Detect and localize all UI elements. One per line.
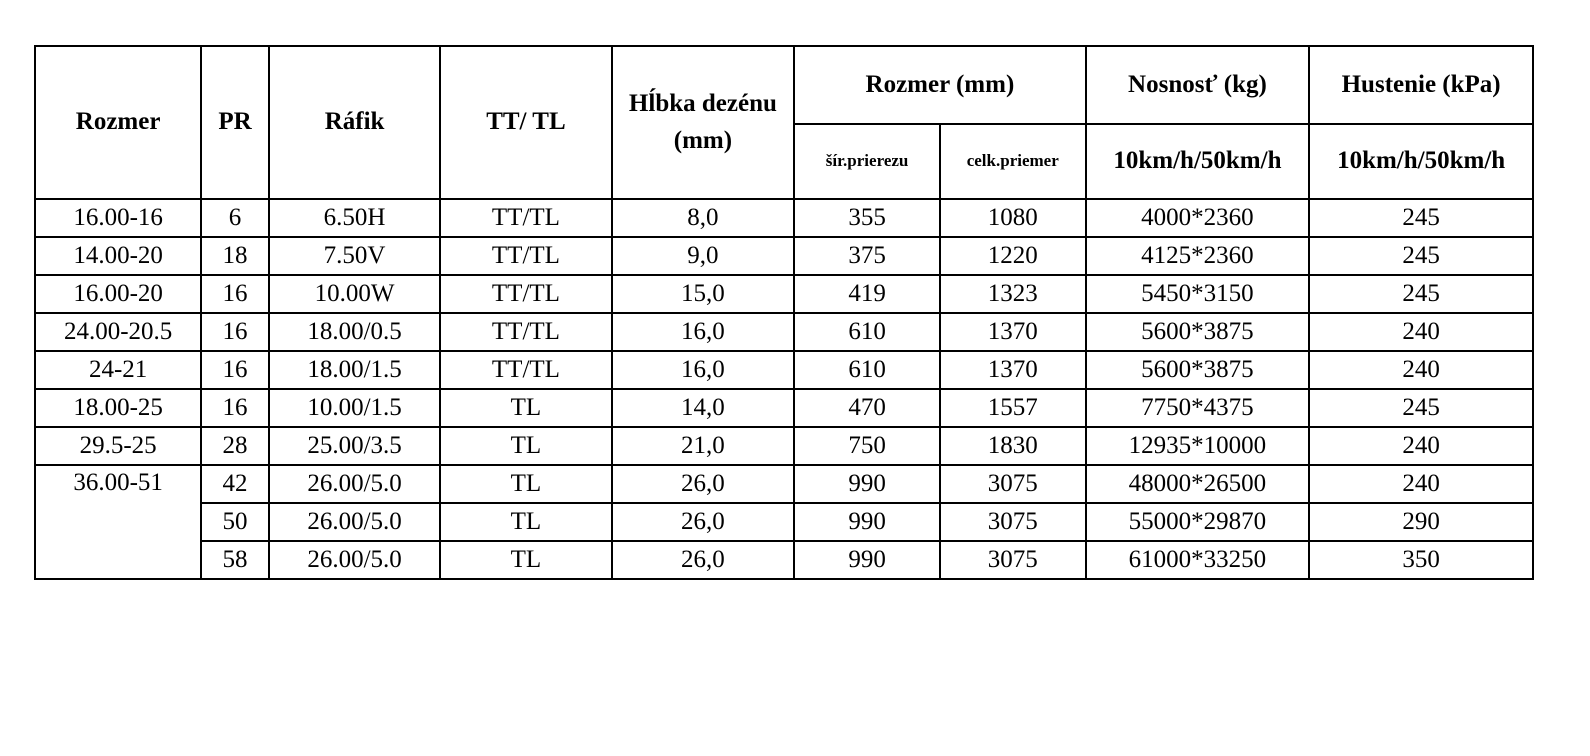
cell-nosnost: 7750*4375 <box>1086 389 1310 427</box>
cell-sirka: 610 <box>794 313 940 351</box>
cell-priemer: 1080 <box>940 199 1086 237</box>
cell-tt-tl: TL <box>440 503 611 541</box>
cell-hustenie: 240 <box>1309 351 1533 389</box>
cell-priemer: 3075 <box>940 503 1086 541</box>
cell-sirka: 990 <box>794 541 940 579</box>
cell-tt-tl: TT/TL <box>440 237 611 275</box>
cell-hustenie: 245 <box>1309 275 1533 313</box>
cell-priemer: 1220 <box>940 237 1086 275</box>
cell-rozmer: 24-21 <box>35 351 201 389</box>
cell-tt-tl: TT/TL <box>440 351 611 389</box>
cell-nosnost: 4000*2360 <box>1086 199 1310 237</box>
cell-sirka: 470 <box>794 389 940 427</box>
cell-priemer: 1370 <box>940 313 1086 351</box>
cell-priemer: 3075 <box>940 465 1086 503</box>
cell-rozmer: 18.00-25 <box>35 389 201 427</box>
table-row <box>35 541 1533 579</box>
cell-nosnost: 55000*29870 <box>1086 503 1310 541</box>
cell-hustenie: 245 <box>1309 199 1533 237</box>
cell-nosnost: 48000*26500 <box>1086 465 1310 503</box>
cell-hustenie: 240 <box>1309 313 1533 351</box>
cell-hlbka: 16,0 <box>612 313 795 351</box>
cell-pr: 50 <box>201 503 269 541</box>
header-nosnost-speed: 10km/h/50km/h <box>1086 124 1310 199</box>
cell-rafik: 18.00/0.5 <box>269 313 440 351</box>
header-hlbka-dezenu <box>612 46 795 199</box>
cell-hlbka: 15,0 <box>612 275 795 313</box>
header-hustenie: Hustenie (kPa) <box>1309 46 1533 124</box>
cell-priemer: 1370 <box>940 351 1086 389</box>
header-hlbka-line1: Hĺbka dezénu <box>628 90 777 118</box>
cell-sirka: 990 <box>794 465 940 503</box>
cell-hlbka: 21,0 <box>612 427 795 465</box>
cell-nosnost: 12935*10000 <box>1086 427 1310 465</box>
header-celk-priemer: celk.priemer <box>940 124 1086 199</box>
cell-tt-tl: TL <box>440 427 611 465</box>
cell-rozmer: 36.00-51 <box>35 465 201 579</box>
table-row <box>35 389 1533 427</box>
cell-sirka: 610 <box>794 351 940 389</box>
table-row <box>35 427 1533 465</box>
cell-sirka: 419 <box>794 275 940 313</box>
cell-pr: 58 <box>201 541 269 579</box>
cell-rafik: 25.00/3.5 <box>269 427 440 465</box>
cell-rozmer: 29.5-25 <box>35 427 201 465</box>
cell-nosnost: 61000*33250 <box>1086 541 1310 579</box>
cell-hlbka: 14,0 <box>612 389 795 427</box>
cell-rafik: 6.50H <box>269 199 440 237</box>
cell-sirka: 750 <box>794 427 940 465</box>
cell-hlbka: 9,0 <box>612 237 795 275</box>
cell-nosnost: 4125*2360 <box>1086 237 1310 275</box>
cell-priemer: 3075 <box>940 541 1086 579</box>
header-nosnost: Nosnosť (kg) <box>1086 46 1310 124</box>
cell-pr: 16 <box>201 351 269 389</box>
cell-rozmer: 14.00-20 <box>35 237 201 275</box>
cell-rafik: 26.00/5.0 <box>269 465 440 503</box>
tire-spec-table <box>34 45 1534 580</box>
header-rafik: Ráfik <box>269 46 440 199</box>
table-body <box>35 199 1533 579</box>
cell-hlbka: 26,0 <box>612 465 795 503</box>
cell-tt-tl: TL <box>440 541 611 579</box>
cell-sirka: 355 <box>794 199 940 237</box>
cell-rafik: 18.00/1.5 <box>269 351 440 389</box>
cell-priemer: 1830 <box>940 427 1086 465</box>
cell-pr: 6 <box>201 199 269 237</box>
cell-hustenie: 290 <box>1309 503 1533 541</box>
header-hustenie-speed: 10km/h/50km/h <box>1309 124 1533 199</box>
cell-tt-tl: TT/TL <box>440 313 611 351</box>
cell-pr: 16 <box>201 275 269 313</box>
cell-hlbka: 16,0 <box>612 351 795 389</box>
cell-rozmer: 24.00-20.5 <box>35 313 201 351</box>
cell-nosnost: 5600*3875 <box>1086 351 1310 389</box>
header-pr: PR <box>201 46 269 199</box>
cell-tt-tl: TL <box>440 465 611 503</box>
cell-rozmer: 16.00-16 <box>35 199 201 237</box>
table-row <box>35 275 1533 313</box>
cell-rafik: 26.00/5.0 <box>269 503 440 541</box>
cell-hustenie: 245 <box>1309 237 1533 275</box>
table-row <box>35 199 1533 237</box>
table-row <box>35 313 1533 351</box>
cell-priemer: 1323 <box>940 275 1086 313</box>
header-rozmer: Rozmer <box>35 46 201 199</box>
cell-pr: 18 <box>201 237 269 275</box>
header-hlbka-line2: (mm) <box>673 126 733 154</box>
cell-pr: 16 <box>201 389 269 427</box>
cell-hustenie: 350 <box>1309 541 1533 579</box>
cell-rafik: 10.00/1.5 <box>269 389 440 427</box>
cell-tt-tl: TT/TL <box>440 199 611 237</box>
cell-rafik: 26.00/5.0 <box>269 541 440 579</box>
cell-rafik: 10.00W <box>269 275 440 313</box>
cell-pr: 28 <box>201 427 269 465</box>
cell-pr: 16 <box>201 313 269 351</box>
cell-hustenie: 240 <box>1309 427 1533 465</box>
cell-hlbka: 8,0 <box>612 199 795 237</box>
header-rozmer-mm: Rozmer (mm) <box>794 46 1085 124</box>
cell-tt-tl: TT/TL <box>440 275 611 313</box>
table-row <box>35 351 1533 389</box>
table-row <box>35 503 1533 541</box>
cell-hustenie: 240 <box>1309 465 1533 503</box>
cell-nosnost: 5600*3875 <box>1086 313 1310 351</box>
table-row <box>35 465 1533 503</box>
cell-priemer: 1557 <box>940 389 1086 427</box>
table-header <box>35 46 1533 199</box>
cell-nosnost: 5450*3150 <box>1086 275 1310 313</box>
header-sir-prierezu: šír.prierezu <box>794 124 940 199</box>
cell-hustenie: 245 <box>1309 389 1533 427</box>
cell-rozmer: 16.00-20 <box>35 275 201 313</box>
cell-sirka: 375 <box>794 237 940 275</box>
cell-sirka: 990 <box>794 503 940 541</box>
cell-rafik: 7.50V <box>269 237 440 275</box>
cell-hlbka: 26,0 <box>612 541 795 579</box>
header-tt-tl: TT/ TL <box>440 46 611 199</box>
table-row <box>35 237 1533 275</box>
cell-pr: 42 <box>201 465 269 503</box>
cell-hlbka: 26,0 <box>612 503 795 541</box>
cell-tt-tl: TL <box>440 389 611 427</box>
